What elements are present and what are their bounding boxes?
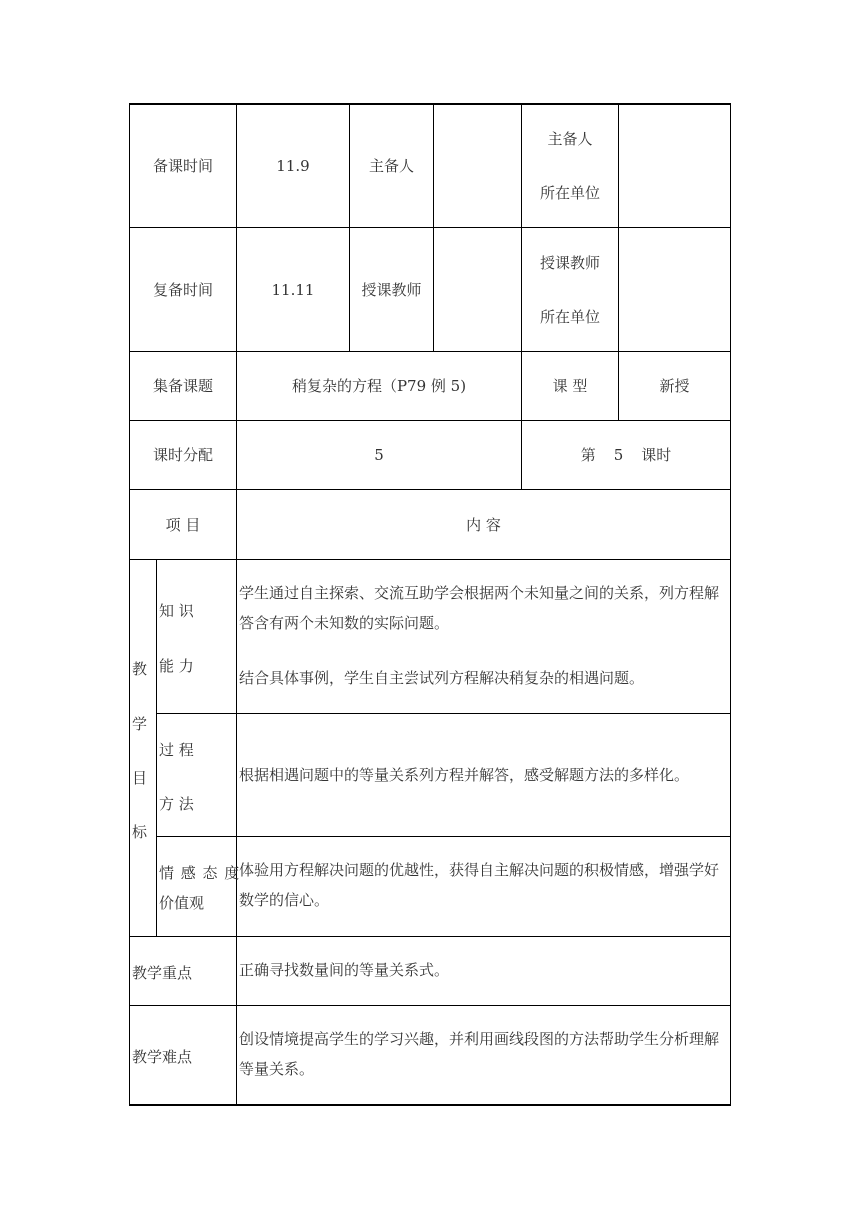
emotion-label-line2: 价值观 <box>159 894 205 912</box>
row-divider <box>156 836 731 837</box>
period-number: 5 <box>613 446 624 464</box>
review-time-label: 复备时间 <box>152 280 213 299</box>
process-label-line2: 方 法 <box>159 795 194 813</box>
prep-time-label: 备课时间 <box>152 157 213 175</box>
emotion-text-line1: 体验用方程解决问题的优越性，获得自主解决问题的积极情感，增强学好 <box>239 861 720 879</box>
period-label: 课时分配 <box>152 446 213 464</box>
emotion-label-line1: 情 感 态 度 <box>159 864 241 882</box>
main-unit-value <box>619 105 730 227</box>
prep-time-value: 11.9 <box>276 157 310 175</box>
teacher-value <box>434 228 521 351</box>
content-header: 内 容 <box>466 515 501 534</box>
objectives-vertical-char: 教 <box>132 660 148 678</box>
objectives-vertical-char: 标 <box>132 823 148 841</box>
key-point-text: 正确寻找数量间的等量关系式。 <box>239 961 450 979</box>
column-divider <box>156 559 157 937</box>
difficulty-text-line1: 创设情境提高学生的学习兴趣，并利用画线段图的方法帮助学生分析理解 <box>239 1030 720 1048</box>
row-divider <box>129 936 731 937</box>
row-divider <box>129 1005 731 1006</box>
emotion-text-line2: 数学的信心。 <box>239 891 330 909</box>
topic-value: 稍复杂的方程（P79 例 5) <box>291 377 467 395</box>
main-unit-label-line2: 所在单位 <box>539 184 600 202</box>
process-label-line1: 过 程 <box>159 741 194 759</box>
row-divider <box>156 713 731 714</box>
knowledge-text-2: 结合具体事例，学生自主尝试列方程解决稍复杂的相遇问题。 <box>239 669 645 687</box>
knowledge-text-line2: 答含有两个未知数的实际问题。 <box>239 614 450 632</box>
objectives-vertical-char: 学 <box>132 715 148 733</box>
item-header: 项 目 <box>165 515 201 534</box>
objectives-vertical-char: 目 <box>132 769 148 787</box>
lesson-type-value: 新授 <box>659 377 690 395</box>
teacher-unit-label-line1: 授课教师 <box>539 254 600 272</box>
main-unit-label <box>522 105 618 227</box>
main-unit-label-line1: 主备人 <box>547 130 593 148</box>
period-prefix: 第 <box>580 446 596 464</box>
period-ordinal <box>522 421 730 489</box>
main-preparer-label: 主备人 <box>368 157 414 175</box>
row-divider <box>129 559 731 560</box>
knowledge-label-line2: 能 力 <box>159 657 194 675</box>
review-time-value: 11.11 <box>271 280 315 299</box>
key-point-label: 教学重点 <box>132 964 193 982</box>
teacher-label: 授课教师 <box>361 280 422 299</box>
knowledge-text-line1: 学生通过自主探索、交流互助学会根据两个未知量之间的关系，列方程解 <box>239 584 720 602</box>
difficulty-text-line2: 等量关系。 <box>239 1060 315 1078</box>
difficulty-label: 教学难点 <box>132 1048 193 1066</box>
teacher-unit-label <box>522 228 618 351</box>
knowledge-label-line1: 知 识 <box>159 602 194 620</box>
teacher-unit-value <box>619 228 730 351</box>
period-value: 5 <box>374 446 384 464</box>
table-border-bottom <box>129 1104 731 1106</box>
table-border-right <box>730 103 731 1106</box>
teacher-unit-label-line2: 所在单位 <box>539 308 600 326</box>
lesson-type-label: 课 型 <box>552 377 588 395</box>
topic-label: 集备课题 <box>152 377 213 395</box>
period-suffix: 课时 <box>641 446 672 464</box>
main-preparer-value <box>434 105 521 227</box>
process-text: 根据相遇问题中的等量关系列方程并解答，感受解题方法的多样化。 <box>239 766 690 784</box>
